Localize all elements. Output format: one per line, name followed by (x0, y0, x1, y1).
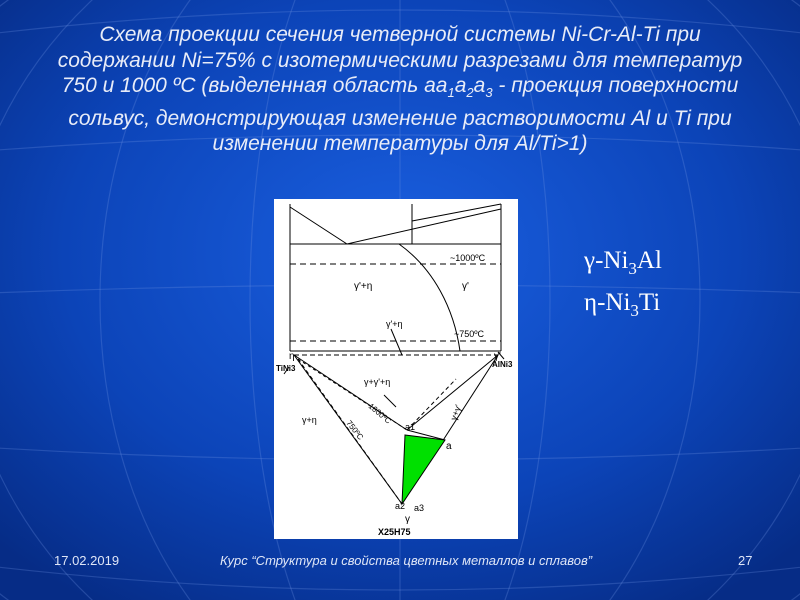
slide-title (0, 22, 800, 157)
label-iso-750: 750ºC (344, 418, 366, 442)
title-line-3: 750 и 1000 ºС (выделенная область $аа_1а_2а_3$ - проекция поверхности (61, 74, 739, 101)
label-gamma-bottom: γ (405, 514, 410, 525)
label-a1: a1 (405, 422, 416, 432)
label-tini3: TiNi3 (276, 364, 296, 373)
label-eta-left: η (289, 351, 295, 362)
label-a3: a3 (414, 503, 425, 513)
label-gamma-gp-eta-low: γ+γ'+η (364, 377, 391, 387)
title-line-2: содержании Ni=75% с изотермическими разрезами для температур (57, 48, 743, 72)
footer-page-number: 27 (738, 553, 753, 568)
label-gamma-eta-low: γ+η (302, 415, 317, 425)
label-gamma-eta-mid: γ'+η (386, 319, 403, 329)
phase-diagram (274, 199, 518, 539)
label-1000c-upper: ~1000ºC (450, 253, 486, 263)
label-alni3: AlNi3 (492, 360, 513, 369)
label-x25h75: X25H75 (378, 527, 411, 537)
phase-diagram-svg (274, 199, 518, 539)
label-750c-upper: ~750ºC (454, 329, 485, 339)
label-a: a (446, 441, 452, 452)
label-a2: a2 (395, 501, 406, 511)
legend-gamma-prime: $\gamma-Ni_3Al$ (584, 247, 662, 278)
title-line-1: Схема проекции сечения четверной системы Ni-Cr-Al-Ti при (99, 23, 701, 46)
label-gamma-prime-upper: γ' (462, 281, 469, 292)
highlight-region (402, 435, 445, 504)
legend-eta: $\eta-Ni_3Ti$ (584, 289, 661, 320)
label-gamma-prime-right: γ' (494, 351, 501, 362)
footer-date: 17.02.2019 (54, 553, 120, 568)
footer-course: Курс “Структура и свойства цветных металлов и сплавов” (220, 553, 593, 568)
label-gamma-eta-upper: γ'+η (354, 281, 373, 292)
title-line-5: изменении температуры для Al/Ti>1) (212, 132, 588, 156)
phase-legend (584, 244, 662, 328)
label-iso-1000: 1000ºC (366, 401, 393, 426)
label-gamma-gp: γ+γ' (448, 403, 464, 422)
title-line-4: сольвус, демонстрирующая изменение растворимости Al и Ti при (68, 106, 732, 130)
